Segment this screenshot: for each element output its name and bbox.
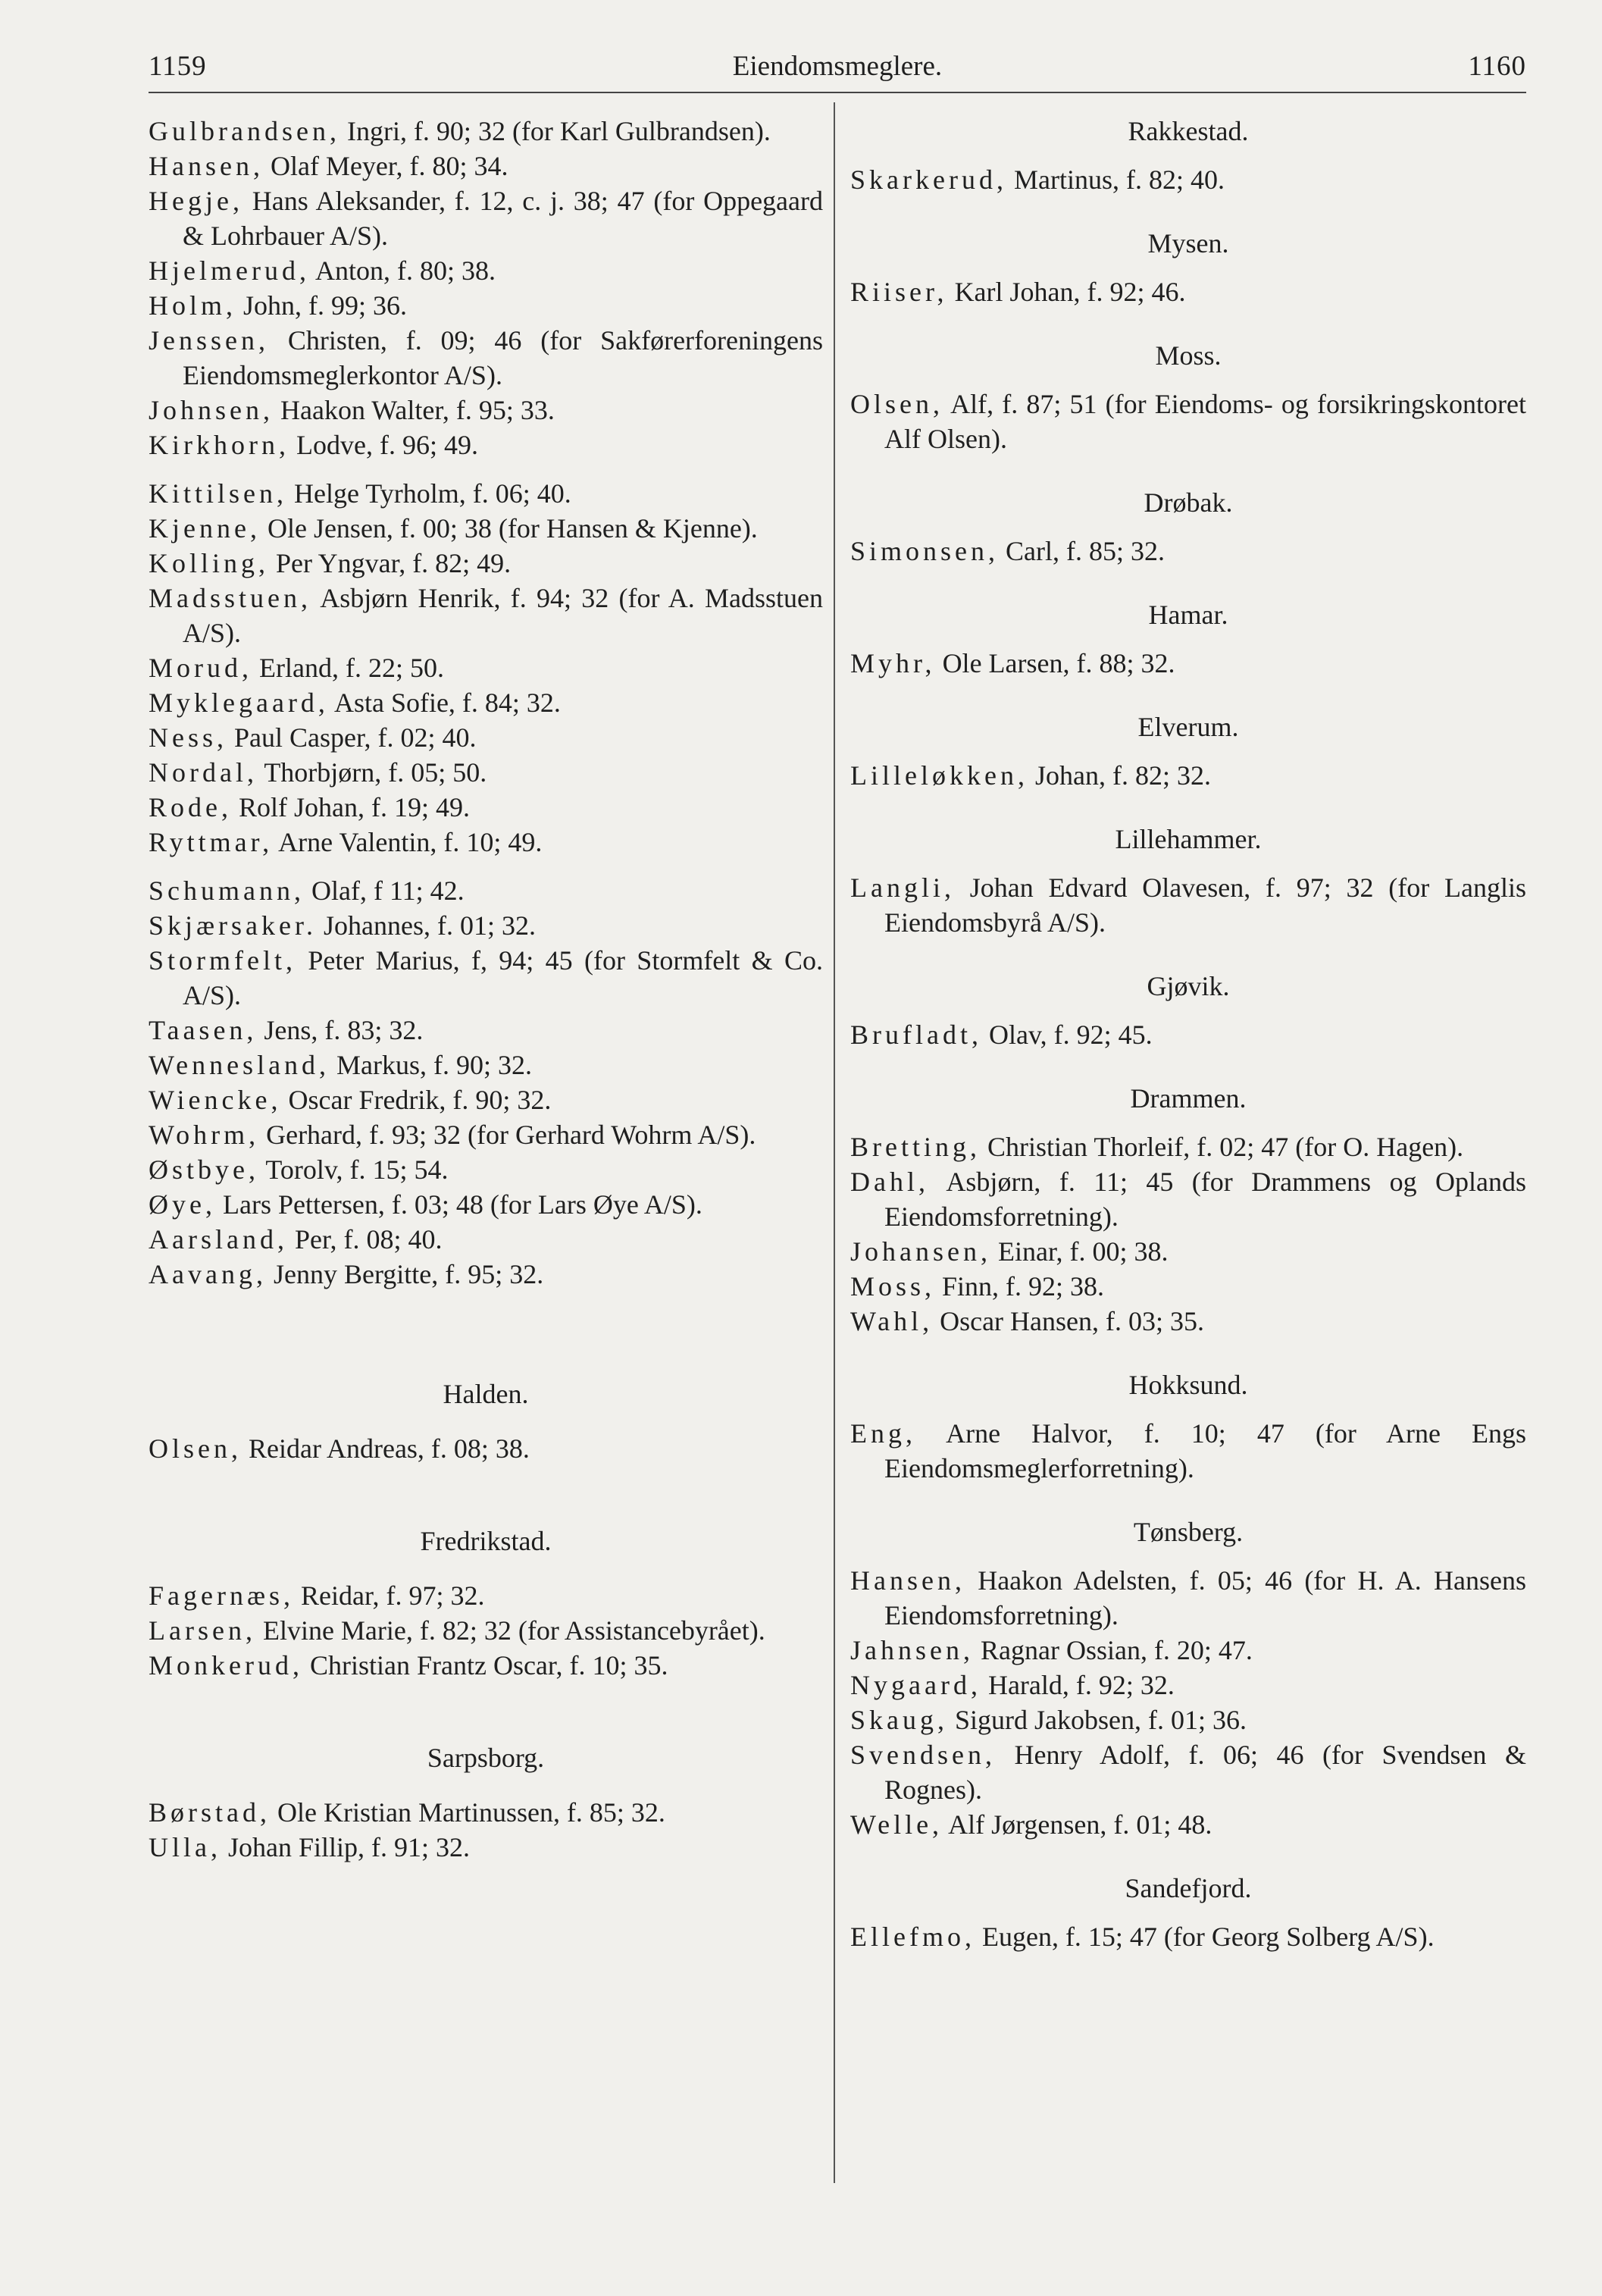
directory-entry — [850, 1807, 1526, 1842]
entry-details: Torolv, f. 15; 54. — [259, 1154, 449, 1185]
directory-entry — [149, 790, 823, 825]
town-heading-mysen: Mysen. — [1147, 228, 1229, 258]
directory-entry — [149, 1222, 823, 1257]
entry-details: Olav, f. 92; 45. — [981, 1020, 1153, 1050]
header-rule — [149, 92, 1526, 93]
running-header — [149, 44, 1526, 89]
entry-surname: Svendsen, — [850, 1740, 996, 1770]
entry-surname: Kjenne, — [149, 513, 261, 543]
entry-surname: Skjærsaker. — [149, 910, 317, 941]
directory-entry — [149, 755, 823, 790]
entry-surname: Nygaard, — [850, 1670, 981, 1700]
entry-surname: Larsen, — [149, 1615, 256, 1646]
town-heading-fredrikstad: Fredrikstad. — [420, 1526, 552, 1556]
entry-details: Haakon Adelsten, f. 05; 46 (for H. A. Hansens Eiendomsforretning). — [884, 1565, 1526, 1630]
directory-entry — [850, 274, 1526, 309]
directory-entry — [149, 1187, 823, 1222]
directory-entry — [149, 908, 823, 943]
entry-details: Arne Halvor, f. 10; 47 (for Arne Engs Eiendomsmeglerforretning). — [884, 1418, 1526, 1483]
directory-entry — [149, 943, 823, 1013]
group-gap — [149, 860, 823, 873]
entry-details: Per Yngvar, f. 82; 49. — [269, 548, 512, 578]
directory-entry — [149, 685, 823, 720]
town-heading-rakkestad: Rakkestad. — [1128, 116, 1249, 146]
directory-entry — [850, 1416, 1526, 1486]
page-number-left: 1159 — [149, 51, 207, 82]
directory-entry — [149, 114, 823, 149]
entry-surname: Olsen, — [850, 389, 943, 419]
directory-entry — [850, 1919, 1526, 1954]
entry-details: Johan Fillip, f. 91; 32. — [221, 1832, 470, 1862]
directory-entry — [149, 1613, 823, 1648]
entry-surname: Lilleløkken, — [850, 760, 1028, 791]
entry-details: Hans Aleksander, f. 12, c. j. 38; 47 (for Oppegaard & Lohrbauer A/S). — [183, 186, 823, 251]
entry-surname: Holm, — [149, 290, 237, 321]
entry-surname: Skaug, — [850, 1705, 948, 1735]
left-column — [149, 114, 823, 1865]
entry-details: Asta Sofie, f. 84; 32. — [328, 688, 561, 718]
directory-entry — [149, 546, 823, 581]
entry-surname: Riiser, — [850, 277, 948, 307]
entry-details: Lars Pettersen, f. 03; 48 (for Lars Øye A/S). — [215, 1189, 702, 1220]
directory-entry — [149, 1830, 823, 1865]
entry-details: Olaf Meyer, f. 80; 34. — [263, 151, 508, 181]
entry-surname: Monkerud, — [149, 1650, 303, 1680]
directory-entry — [850, 1017, 1526, 1052]
entry-surname: Østbye, — [149, 1154, 259, 1185]
entry-details: Asbjørn Henrik, f. 94; 32 (for A. Madsstuen A/S). — [183, 583, 823, 648]
page-number-right: 1160 — [1468, 51, 1526, 82]
town-heading-drammen: Drammen. — [1130, 1083, 1247, 1114]
entry-details: Ingri, f. 90; 32 (for Karl Gulbrandsen). — [339, 116, 771, 146]
entry-surname: Kittilsen, — [149, 478, 287, 509]
directory-entry — [149, 1048, 823, 1082]
directory-entry — [850, 1234, 1526, 1269]
entry-details: Alf, f. 87; 51 (for Eiendoms- og forsikringskontoret Alf Olsen). — [884, 389, 1526, 454]
entry-surname: Skarkerud, — [850, 164, 1007, 195]
entry-details: Einar, f. 00; 38. — [990, 1236, 1169, 1267]
entry-surname: Langli, — [850, 872, 955, 903]
entry-details: Harald, f. 92; 32. — [981, 1670, 1175, 1700]
entry-surname: Brufladt, — [850, 1020, 982, 1050]
entry-details: Finn, f. 92; 38. — [935, 1271, 1105, 1301]
directory-entry — [850, 1129, 1526, 1164]
directory-entry — [850, 387, 1526, 456]
entry-surname: Wennesland, — [149, 1050, 330, 1080]
entry-details: Johan Edvard Olavesen, f. 97; 32 (for Langlis Eiendomsbyrå A/S). — [884, 872, 1526, 938]
entry-surname: Morud, — [149, 653, 252, 683]
entry-surname: Gulbrandsen, — [149, 116, 340, 146]
entry-surname: Moss, — [850, 1271, 936, 1301]
directory-entry — [149, 720, 823, 755]
town-heading-lillehammer: Lillehammer. — [1115, 824, 1262, 854]
directory-entry — [850, 758, 1526, 793]
directory-entry — [149, 476, 823, 511]
town-heading-elverum: Elverum. — [1137, 712, 1239, 742]
directory-entry — [850, 1164, 1526, 1234]
entry-surname: Hansen, — [149, 151, 264, 181]
entry-details: Thorbjørn, f. 05; 50. — [257, 757, 487, 788]
directory-entry — [149, 1795, 823, 1830]
entry-details: Paul Casper, f. 02; 40. — [227, 722, 477, 753]
entry-surname: Myhr, — [850, 648, 936, 678]
entry-surname: Ellefmo, — [850, 1922, 975, 1952]
directory-entry — [850, 646, 1526, 681]
entry-details: Asbjørn, f. 11; 45 (for Drammens og Oplands Eiendomsforretning). — [884, 1167, 1526, 1232]
town-heading-halden: Halden. — [443, 1379, 529, 1409]
town-heading-sandefjord: Sandefjord. — [1125, 1873, 1252, 1903]
entry-surname: Ulla, — [149, 1832, 221, 1862]
entry-surname: Aarsland, — [149, 1224, 288, 1254]
town-heading-sarpsborg: Sarpsborg. — [427, 1743, 545, 1773]
entry-surname: Schumann, — [149, 875, 305, 906]
entry-surname: Ness, — [149, 722, 227, 753]
entry-surname: Wohrm, — [149, 1120, 260, 1150]
directory-entry — [149, 323, 823, 393]
entry-details: Rolf Johan, f. 19; 49. — [232, 792, 470, 822]
directory-entry — [850, 162, 1526, 197]
entry-surname: Madsstuen, — [149, 583, 311, 613]
entry-details: Jens, f. 83; 32. — [257, 1015, 424, 1045]
entry-details: Karl Johan, f. 92; 46. — [947, 277, 1186, 307]
entry-details: Erland, f. 22; 50. — [252, 653, 444, 683]
directory-entry — [850, 1668, 1526, 1702]
entry-details: Markus, f. 90; 32. — [330, 1050, 533, 1080]
entry-surname: Jenssen, — [149, 325, 269, 356]
column-divider — [834, 102, 835, 2183]
entry-surname: Jahnsen, — [850, 1635, 974, 1665]
directory-entry — [149, 1257, 823, 1292]
directory-entry — [149, 650, 823, 685]
entry-details: Reidar Andreas, f. 08; 38. — [242, 1433, 530, 1464]
entry-surname: Kirkhorn, — [149, 430, 289, 460]
entry-surname: Welle, — [850, 1809, 943, 1840]
directory-entry — [149, 1117, 823, 1152]
directory-entry — [850, 1702, 1526, 1737]
directory-entry — [149, 428, 823, 462]
entry-details: Christian Frantz Oscar, f. 10; 35. — [302, 1650, 668, 1680]
entry-surname: Stormfelt, — [149, 945, 296, 976]
entry-details: Oscar Hansen, f. 03; 35. — [933, 1306, 1204, 1336]
entry-surname: Taasen, — [149, 1015, 258, 1045]
directory-entry — [149, 183, 823, 253]
entry-details: Helge Tyrholm, f. 06; 40. — [287, 478, 571, 509]
directory-entry — [149, 825, 823, 860]
town-heading-drobak: Drøbak. — [1144, 487, 1233, 518]
directory-entry — [850, 1304, 1526, 1339]
entry-surname: Aavang, — [149, 1259, 267, 1289]
entry-details: Ole Kristian Martinussen, f. 85; 32. — [271, 1797, 665, 1828]
entry-details: Carl, f. 85; 32. — [999, 536, 1165, 566]
town-heading-gjovik: Gjøvik. — [1147, 971, 1230, 1001]
entry-surname: Fagernæs, — [149, 1580, 294, 1611]
entry-details: Ole Larsen, f. 88; 32. — [935, 648, 1175, 678]
directory-entry — [149, 1431, 823, 1466]
entry-surname: Hansen, — [850, 1565, 965, 1596]
right-column — [850, 114, 1526, 1954]
entry-details: Reidar, f. 97; 32. — [294, 1580, 485, 1611]
entry-surname: Wiencke, — [149, 1085, 282, 1115]
directory-entry — [149, 149, 823, 183]
page-title: Eiendomsmeglere. — [732, 51, 943, 82]
directory-entry — [850, 1737, 1526, 1807]
directory-entry — [149, 393, 823, 428]
directory-entry — [149, 1013, 823, 1048]
entry-surname: Kolling, — [149, 548, 270, 578]
entry-surname: Øye, — [149, 1189, 216, 1220]
entry-surname: Wahl, — [850, 1306, 934, 1336]
entry-surname: Eng, — [850, 1418, 916, 1449]
entry-surname: Simonsen, — [850, 536, 1000, 566]
town-heading-moss: Moss. — [1155, 340, 1222, 371]
entry-details: Per, f. 08; 40. — [287, 1224, 443, 1254]
entry-surname: Rode, — [149, 792, 232, 822]
entry-details: John, f. 99; 36. — [236, 290, 408, 321]
group-gap — [149, 462, 823, 476]
entry-details: Christen, f. 09; 46 (for Sakførerforeningens Eiendomsmeglerkontor A/S). — [183, 325, 823, 390]
entry-details: Sigurd Jakobsen, f. 01; 36. — [948, 1705, 1247, 1735]
directory-entry — [149, 288, 823, 323]
entry-details: Alf Jørgensen, f. 01; 48. — [943, 1809, 1212, 1840]
entry-surname: Johnsen, — [149, 395, 274, 425]
town-heading-hamar: Hamar. — [1148, 600, 1228, 630]
entry-surname: Hegje, — [149, 186, 243, 216]
directory-entry — [149, 511, 823, 546]
directory-entry — [850, 1269, 1526, 1304]
entry-details: Henry Adolf, f. 06; 46 (for Svendsen & Rognes). — [884, 1740, 1526, 1805]
entry-surname: Dahl, — [850, 1167, 929, 1197]
entry-details: Lodve, f. 96; 49. — [289, 430, 478, 460]
entry-surname: Myklegaard, — [149, 688, 329, 718]
entry-details: Elvine Marie, f. 82; 32 (for Assistancebyrået). — [255, 1615, 765, 1646]
town-heading-hokksund: Hokksund. — [1128, 1370, 1248, 1400]
entry-surname: Hjelmerud, — [149, 255, 310, 286]
entry-details: Olaf, f 11; 42. — [304, 875, 465, 906]
directory-entry — [850, 1633, 1526, 1668]
directory-entry — [149, 1648, 823, 1683]
directory-entry — [850, 534, 1526, 569]
entry-details: Ole Jensen, f. 00; 38 (for Hansen & Kjenne). — [260, 513, 758, 543]
entry-details: Gerhard, f. 93; 32 (for Gerhard Wohrm A/S). — [259, 1120, 756, 1150]
entry-details: Martinus, f. 82; 40. — [1006, 164, 1225, 195]
entry-details: Jenny Bergitte, f. 95; 32. — [266, 1259, 544, 1289]
entry-details: Johannes, f. 01; 32. — [317, 910, 536, 941]
entry-surname: Johansen, — [850, 1236, 991, 1267]
entry-details: Eugen, f. 15; 47 (for Georg Solberg A/S). — [975, 1922, 1435, 1952]
entry-details: Christian Thorleif, f. 02; 47 (for O. Hagen). — [980, 1132, 1464, 1162]
directory-entry — [149, 1082, 823, 1117]
directory-entry — [149, 1152, 823, 1187]
entry-surname: Olsen, — [149, 1433, 242, 1464]
directory-entry — [850, 1563, 1526, 1633]
entry-details: Peter Marius, f, 94; 45 (for Stormfelt & Co. A/S). — [183, 945, 823, 1010]
directory-entry — [850, 870, 1526, 940]
directory-entry — [149, 581, 823, 650]
directory-entry — [149, 253, 823, 288]
entry-details: Ragnar Ossian, f. 20; 47. — [973, 1635, 1253, 1665]
entry-details: Oscar Fredrik, f. 90; 32. — [281, 1085, 552, 1115]
entry-surname: Nordal, — [149, 757, 258, 788]
entry-surname: Bretting, — [850, 1132, 981, 1162]
entry-details: Arne Valentin, f. 10; 49. — [273, 827, 543, 857]
entry-details: Haakon Walter, f. 95; 33. — [274, 395, 555, 425]
entry-details: Johan, f. 82; 32. — [1028, 760, 1211, 791]
entry-surname: Børstad, — [149, 1797, 271, 1828]
town-heading-tonsberg: Tønsberg. — [1133, 1517, 1244, 1547]
entry-surname: Ryttmar, — [149, 827, 274, 857]
entry-details: Anton, f. 80; 38. — [309, 255, 496, 286]
directory-entry — [149, 873, 823, 908]
directory-entry — [149, 1578, 823, 1613]
